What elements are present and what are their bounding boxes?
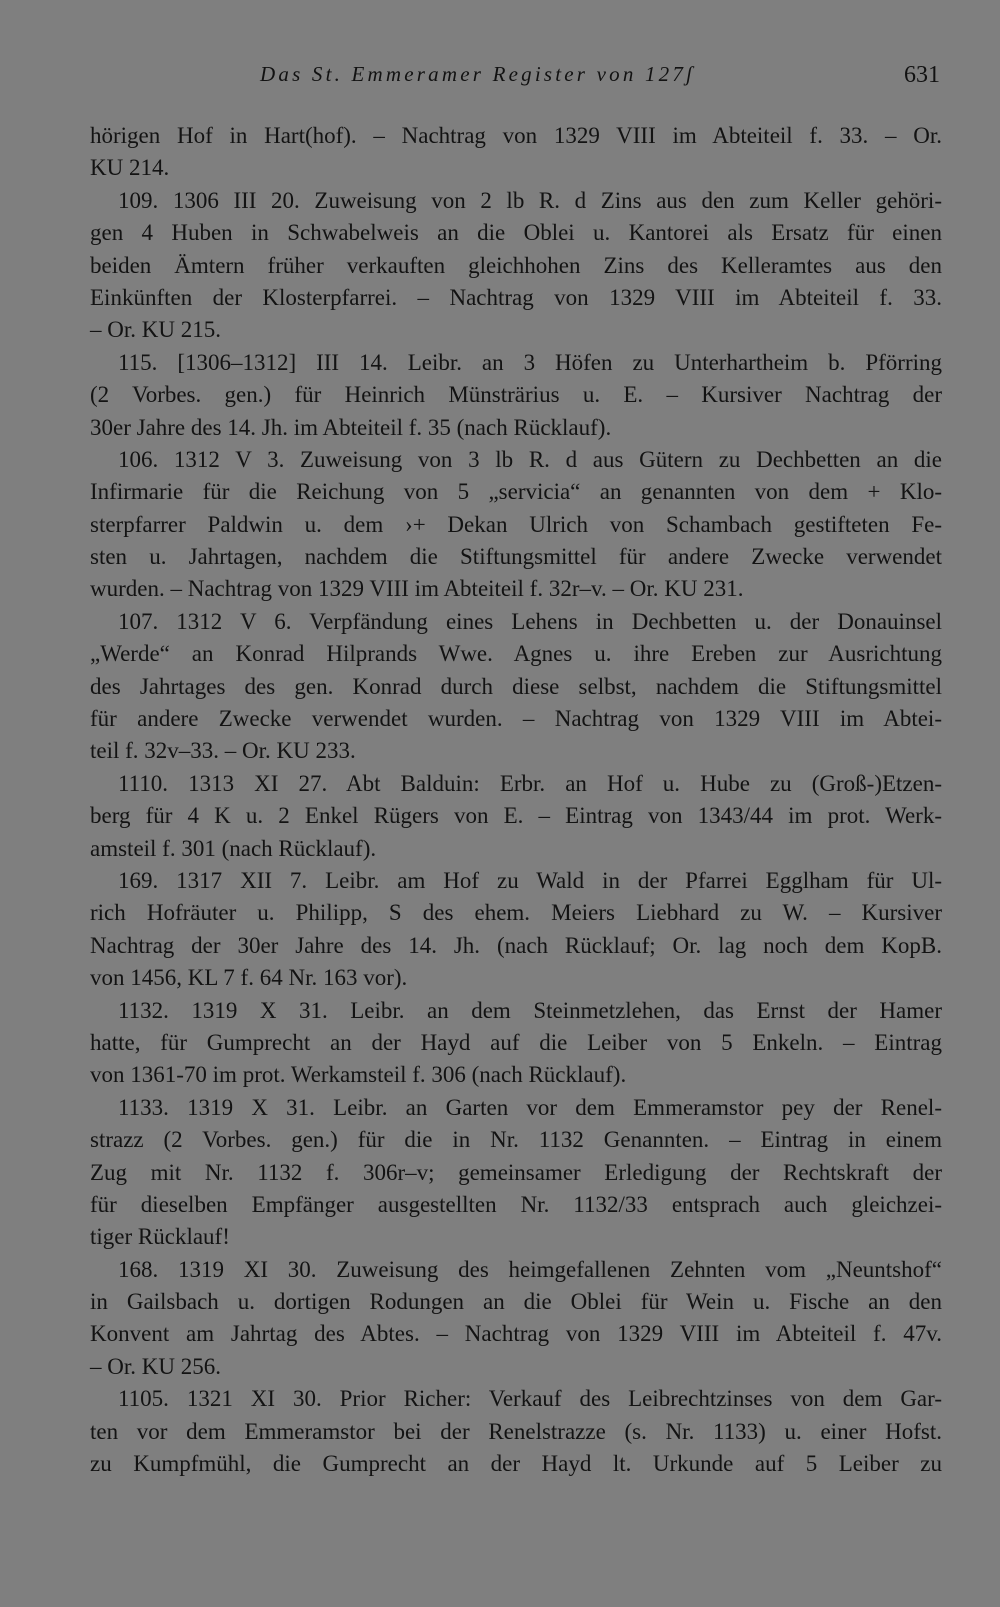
entry-paragraph [90, 120, 942, 185]
text-line: sterpfarrer Paldwin u. dem ›+ Dekan Ulrich von Schambach gestifteten Fe- [90, 511, 942, 537]
text-line: zu Kumpfmühl, die Gumprecht an der Hayd lt. Urkunde auf 5 Leiber zu [90, 1451, 942, 1477]
text-line: für andere Zwecke verwendet wurden. – Nachtrag von 1329 VIII im Abtei- [90, 706, 942, 732]
text-line: 168. 1319 XI 30. Zuweisung des heimgefallenen Zehnten vom „Neuntshof“ [118, 1256, 942, 1282]
page-number: 631 [904, 62, 940, 88]
text-line: wurden. – Nachtrag von 1329 VIII im Abteiteil f. 32r–v. – Or. KU 231. [90, 576, 744, 602]
text-line: hatte, für Gumprecht an der Hayd auf die Leiber von 5 Enkeln. – Eintrag [90, 1029, 942, 1055]
text-line: 1133. 1319 X 31. Leibr. an Garten vor dem Emmeramstor pey der Renel- [118, 1094, 942, 1120]
text-line: 30er Jahre des 14. Jh. im Abteiteil f. 35 (nach Rücklauf). [90, 414, 612, 440]
text-line: (2 Vorbes. gen.) für Heinrich Münsträrius u. E. – Kursiver Nachtrag der [90, 382, 942, 408]
text-line: von 1456, KL 7 f. 64 Nr. 163 vor). [90, 965, 408, 991]
text-line: – Or. KU 256. [90, 1353, 221, 1379]
text-line: Nachtrag der 30er Jahre des 14. Jh. (nach Rücklauf; Or. lag noch dem KopB. [90, 932, 942, 958]
text-line: 109. 1306 III 20. Zuweisung von 2 lb R. d Zins aus den zum Keller gehöri- [118, 187, 942, 213]
text-line: berg für 4 K u. 2 Enkel Rügers von E. – Eintrag von 1343/44 im prot. Werk- [90, 803, 942, 829]
text-line: ten vor dem Emmeramstor bei der Renelstrazze (s. Nr. 1133) u. einer Hofst. [90, 1418, 942, 1444]
text-line: Einkünften der Klosterpfarrei. – Nachtrag von 1329 VIII im Abteiteil f. 33. [90, 284, 942, 310]
entry-paragraph [90, 865, 942, 995]
text-line: 169. 1317 XII 7. Leibr. am Hof zu Wald in der Pfarrei Egglham für Ul- [118, 867, 942, 893]
entry-paragraph [90, 995, 942, 1092]
text-line: strazz (2 Vorbes. gen.) für die in Nr. 1132 Genannten. – Eintrag in einem [90, 1127, 942, 1153]
text-line: 115. [1306–1312] III 14. Leibr. an 3 Höfen zu Unterhartheim b. Pförring [118, 349, 942, 375]
text-line: Zug mit Nr. 1132 f. 306r–v; gemeinsamer Erledigung der Rechtskraft der [90, 1159, 942, 1185]
text-line: in Gailsbach u. dortigen Rodungen an die Oblei für Wein u. Fische an den [90, 1289, 942, 1315]
text-line: gen 4 Huben in Schwabelweis an die Oblei u. Kantorei als Ersatz für einen [90, 220, 942, 246]
text-line: 1105. 1321 XI 30. Prior Richer: Verkauf des Leibrechtzinses von dem Gar- [118, 1386, 942, 1412]
text-line: sten u. Jahrtagen, nachdem die Stiftungsmittel für andere Zwecke verwendet [90, 544, 942, 570]
text-line: KU 214. [90, 155, 170, 181]
text-line: rich Hofräuter u. Philipp, S des ehem. Meiers Liebhard zu W. – Kursiver [90, 900, 942, 926]
page-header [0, 62, 1000, 102]
entry-paragraph [90, 1254, 942, 1384]
entry-paragraph [90, 768, 942, 865]
text-line: beiden Ämtern früher verkauften gleichhohen Zins des Kelleramtes aus den [90, 252, 942, 278]
text-line: hörigen Hof in Hart(hof). – Nachtrag von 1329 VIII im Abteiteil f. 33. – Or. [90, 123, 942, 148]
entry-paragraph [90, 606, 942, 768]
text-line: amsteil f. 301 (nach Rücklauf). [90, 835, 377, 861]
entry-paragraph [90, 444, 942, 606]
text-line: 1132. 1319 X 31. Leibr. an dem Steinmetzlehen, das Ernst der Hamer [118, 997, 942, 1023]
text-line: teil f. 32v–33. – Or. KU 233. [90, 738, 356, 764]
text-line: – Or. KU 215. [90, 317, 221, 343]
text-line: „Werde“ an Konrad Hilprands Wwe. Agnes u. ihre Ereben zur Ausrichtung [90, 641, 942, 667]
text-line: Infirmarie für die Reichung von 5 „servicia“ an genannten von dem + Klo- [90, 479, 942, 505]
text-line: des Jahrtages des gen. Konrad durch diese selbst, nachdem die Stiftungsmittel [90, 673, 942, 699]
entry-paragraph [90, 1383, 942, 1480]
body-text [90, 120, 942, 1480]
entry-paragraph [90, 185, 942, 347]
text-line: 1110. 1313 XI 27. Abt Balduin: Erbr. an Hof u. Hube zu (Groß-)Etzen- [118, 770, 942, 796]
entry-paragraph [90, 1092, 942, 1254]
entry-paragraph [90, 347, 942, 444]
text-line: von 1361-70 im prot. Werkamsteil f. 306 (nach Rücklauf). [90, 1062, 627, 1088]
text-line: tiger Rücklauf! [90, 1224, 230, 1250]
text-line: Konvent am Jahrtag des Abtes. – Nachtrag von 1329 VIII im Abteiteil f. 47v. [90, 1321, 942, 1347]
text-line: 106. 1312 V 3. Zuweisung von 3 lb R. d aus Gütern zu Dechbetten an die [118, 446, 942, 472]
text-line: 107. 1312 V 6. Verpfändung eines Lehens in Dechbetten u. der Donauinsel [118, 608, 942, 634]
running-title: Das St. Emmeramer Register von 127ʃ [260, 62, 696, 86]
text-line: für dieselben Empfänger ausgestellten Nr. 1132/33 entsprach auch gleichzei- [90, 1191, 942, 1217]
